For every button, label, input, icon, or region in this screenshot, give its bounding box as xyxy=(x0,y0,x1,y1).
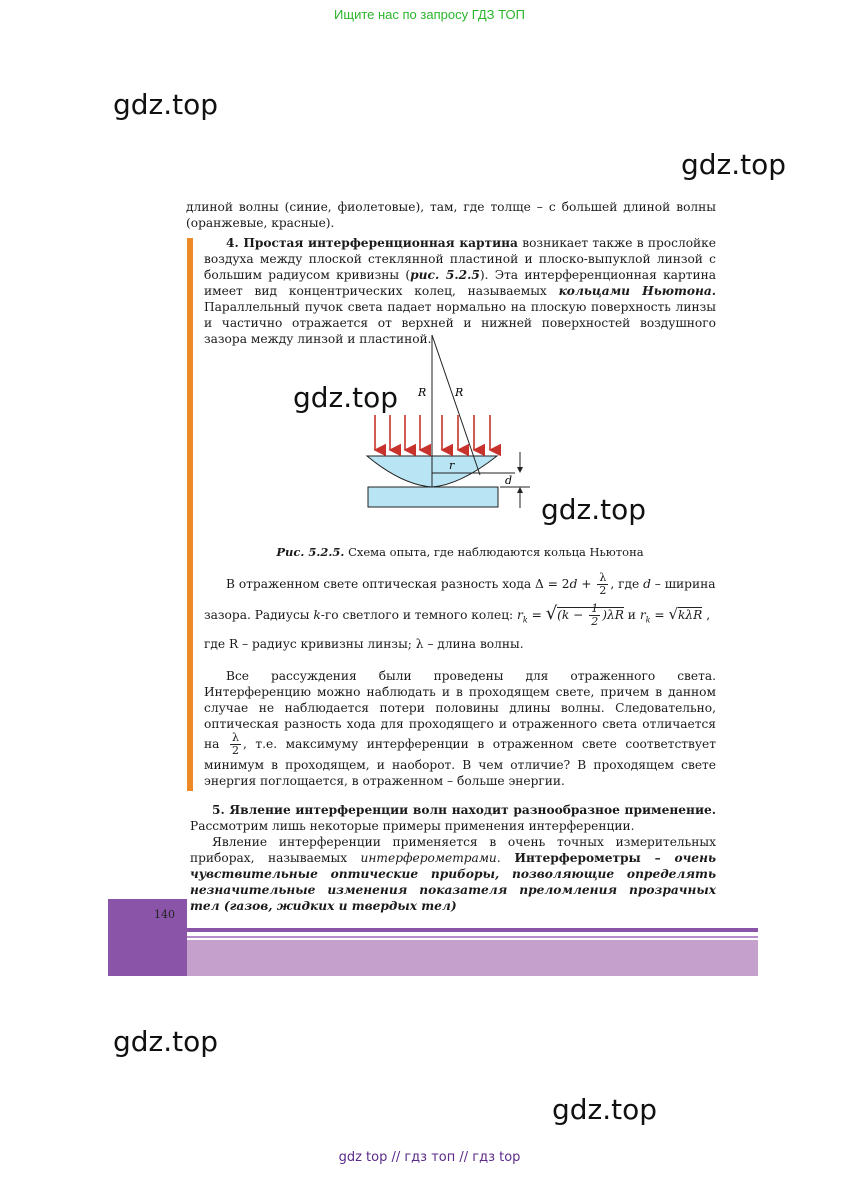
footer-links[interactable]: gdz top // гдз топ // гдз top xyxy=(338,1150,521,1165)
fraction-denominator: 2 xyxy=(591,615,599,628)
formula-var-d: d xyxy=(569,577,578,591)
fraction-denominator: 2 xyxy=(599,584,607,597)
fraction-one-half xyxy=(589,603,600,628)
section-5-paragraph xyxy=(190,802,716,914)
fraction-denominator: 2 xyxy=(231,744,239,757)
fraction-numerator: λ xyxy=(231,731,239,744)
fraction-lambda-over-2 xyxy=(597,572,608,597)
formula-subscript: k xyxy=(522,615,528,625)
label-r: r xyxy=(449,459,455,472)
formula-text: , xyxy=(702,608,711,622)
page-number: 140 xyxy=(154,908,175,921)
formula-r: r xyxy=(517,608,523,622)
formula-text: + xyxy=(577,577,596,591)
figure-caption xyxy=(180,545,740,559)
newton-rings-diagram xyxy=(340,330,540,520)
formula-text: (k − xyxy=(557,608,588,622)
section-highlight-bar xyxy=(187,238,193,791)
formula-text: , где xyxy=(610,577,644,591)
section-4-title: 4. Простая интерференционная картина xyxy=(226,236,518,250)
page-number-block xyxy=(108,899,187,976)
reasoning-text: Все рассуждения были проведены для отраженного света. Интерференцию можно наблюдать и в проходящем свете, причем в данном случае не наблюдается потери половины длины волны. Следовательно, оптическая разность хода для проходящего и отраженного света отличается на xyxy=(204,669,716,751)
watermark: gdz.top xyxy=(681,148,787,181)
sqrt-content-dark: kλR xyxy=(678,608,703,622)
label-d: d xyxy=(505,474,513,487)
fraction-lambda-over-2 xyxy=(230,732,241,757)
reasoning-text: , т.е. максимуму интерференции в отраженном свете соответствует минимум в проходящем, и наоборот. В чем отличие? В проходящем свете энергия поглощается, в отраженном – больше энергии. xyxy=(204,737,716,788)
watermark: gdz.top xyxy=(293,381,399,414)
fraction-numerator: 1 xyxy=(591,602,599,615)
top-banner: Ищите нас по запросу ГДЗ ТОП xyxy=(334,7,525,22)
label-R-vertical: R xyxy=(418,386,427,399)
section-5-title: 5. Явление интерференции волн находит разнообразное применение. xyxy=(212,803,716,817)
footer-band xyxy=(187,940,758,976)
formula-text: и xyxy=(623,608,640,622)
formula-var-k: k xyxy=(313,608,321,622)
continuation-text: длиной волны (синие, фиолетовые), там, где толще – с большей длиной волны (оранжевые, красные). xyxy=(186,200,716,230)
section-4-text: Параллельный пучок света падает нормально на плоскую поверхность линзы и частично отражается от верхней и нижней поверхностей воздушного зазора между линзой и пластиной. xyxy=(204,300,716,346)
section-5-text: Явление интерференции применяется в очень точных измерительных приборах, называемых xyxy=(190,835,716,865)
newton-rings-term: кольцами Ньютона. xyxy=(558,284,716,298)
formula-paragraph xyxy=(204,572,716,653)
formula-text: В отраженном свете оптическая разность хода Δ = 2 xyxy=(226,577,570,591)
footer-line xyxy=(187,928,758,932)
interferometers-term: интерферометрами. xyxy=(360,851,501,865)
section-4-text: ). Эта интерференционная картина имеет вид концентрических колец, называемых xyxy=(204,268,717,298)
watermark: gdz.top xyxy=(552,1093,658,1126)
watermark: gdz.top xyxy=(113,88,219,121)
formula-r: r xyxy=(639,608,646,622)
footer-line-thin xyxy=(187,936,758,938)
formula-var-d: d xyxy=(643,577,651,591)
interferometers-bold: Интерферометры xyxy=(500,851,641,865)
reasoning-paragraph xyxy=(204,668,716,789)
formula-text: = xyxy=(527,608,546,622)
formula-text: = xyxy=(650,608,669,622)
continuation-paragraph xyxy=(186,199,716,231)
caption-number: Рис. 5.2.5. xyxy=(276,545,345,559)
sqrt-content-bright xyxy=(557,602,624,628)
formula-text: -го светлого и темного колец: xyxy=(320,608,518,622)
fraction-numerator: λ xyxy=(599,571,607,584)
formula-line-3: где R – радиус кривизны линзы; λ – длина волны. xyxy=(204,637,524,652)
formula-subscript: k xyxy=(645,615,651,625)
section-5-definition: – очень чувствительные оптические приборы, позволяющие определять незначительные изменения показателя преломления прозрачных тел (газов, жидких и твердых тел) xyxy=(190,851,716,913)
formula-text: )λR xyxy=(602,608,624,622)
formula-text: зазора. Радиусы xyxy=(204,608,314,622)
watermark: gdz.top xyxy=(541,493,647,526)
sqrt-sign: √ xyxy=(668,605,679,623)
section-4-text: возникает также в прослойке воздуха между плоской стеклянной пластиной и плоско-выпуклой линзой с большим радиусом кривизны ( xyxy=(204,236,716,282)
sqrt-sign: √ xyxy=(545,603,558,624)
watermark: gdz.top xyxy=(113,1025,219,1058)
radius-line-slanted xyxy=(432,335,480,475)
label-R-slanted: R xyxy=(455,386,464,399)
section-5-text: Рассмотрим лишь некоторые примеры применения интерференции. xyxy=(190,819,635,833)
caption-text: Схема опыта, где наблюдаются кольца Ньютона xyxy=(344,545,644,559)
formula-text: – ширина xyxy=(650,577,716,591)
figure-reference: рис. 5.2.5 xyxy=(410,268,480,282)
glass-plate xyxy=(368,487,498,507)
